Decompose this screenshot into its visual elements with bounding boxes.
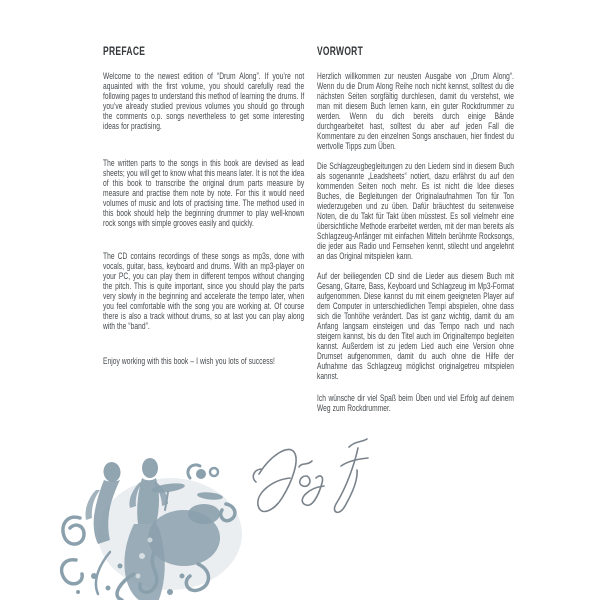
drummer-silhouettes-illustration-icon — [50, 456, 248, 600]
handwritten-signature-icon — [246, 434, 386, 542]
vorwort-paragraph-3: Auf der beiliegenden CD sind die Lieder aus diesem Buch mit Gesang, Gitarre, Bass, Keyboard und Schlagzeug im Mp3-Format aufgenommen. Diese kannst du mit einem geeigneten Player auf dem Computer in unterschiedlichen Tempi abspielen, ohne dass sich die Tonhöhe verändert. Das ist ganz wichtig, damit du am Anfang langsam einsteigen und das Tempo nach und nach steigern kannst, bis du den Titel auch im Originaltempo begleiten kannst. Außerdem ist zu jedem Lied auch eine Version ohne Drumset aufgenommen, damit du auch ohne die Hilfe der Aufnahme das Schlagzeug möglichst originalgetreu mitspielen kannst. — [317, 271, 514, 381]
preface-column — [103, 46, 304, 366]
vorwort-paragraph-1: Herzlich willkommen zur neusten Ausgabe von „Drum Along“. Wenn du die Drum Along Reihe noch nicht kennst, solltest du die nächsten Seiten sorgfältig durchlesen, damit du verstehst, wie man mit diesem Buch lernen kann, ein guter Rockdrummer zu werden. Wenn du dich bereits durch einige Bände durchgearbeitet hast, solltest du aber auf jeden Fall die Kommentare zu den einzelnen Songs anschauen, hier findest du wertvolle Tipps zum Üben. — [317, 71, 514, 151]
vorwort-heading: VORWORT — [317, 46, 364, 58]
vorwort-paragraph-4: Ich wünsche dir viel Spaß beim Üben und viel Erfolg auf deinem Weg zum Rockdrummer. — [317, 393, 514, 413]
preface-paragraph-1: Welcome to the newest edition of “Drum Along”. If you’re not aquainted with the first volume, you should carefully read the following pages to understand this method of learning the drums. If you’ve already studied previous volumes you should go through the comments o.p. songs nevertheless to get some interesting ideas for practising. — [103, 71, 305, 131]
preface-paragraph-3: The CD contains recordings of these songs as mp3s, done with vocals, guitar, bass, keyboard and drums. With an mp3-player on your PC, you can play them in different tempos without changing the pitch. This is quite important, since you should play the parts very slowly in the beginning and accelerate the tempo later, when you feel comfortable with the song you are working at. Of course there is also a track without drums, so at last you can play along with the “band”. — [103, 251, 305, 331]
preface-heading: PREFACE — [103, 46, 146, 58]
preface-paragraph-4: Enjoy working with this book – I wish you lots of success! — [103, 356, 275, 366]
preface-paragraph-2: The written parts to the songs in this book are devised as lead sheets; you will get to know what this means later. It is not the idea of this book to transcribe the original drum parts measure by measure and practise them note by note. For this it would need volumes of music and lots of practising time. The method used in this book should help the beginning drummer to play well-known rock songs with simple grooves easily and quickly. — [103, 158, 305, 228]
vorwort-column — [317, 46, 514, 413]
vorwort-paragraph-2: Die Schlagzeugbegleitungen zu den Liedern sind in diesem Buch als sogenannte „Leadsheets“ notiert, dazu erfährst du auf den kommenden Seiten noch mehr. Es ist nicht die Idee dieses Buches, die Begleitungen der Originalaufnahmen Ton für Ton wiederzugeben und zu üben. Dafür bräuchtest du seitenweise Noten, die du Takt für Takt üben müsstest. Es soll vielmehr eine übersichtliche Methode erarbeitet werden, mit der man bereits als Schlagzeug-Anfänger mit einfachen Mitteln berühmte Rocksongs, die jeder aus Radio und Fernsehen kennt, stilecht und angelehnt an das Original mitspielen kann. — [317, 161, 514, 261]
